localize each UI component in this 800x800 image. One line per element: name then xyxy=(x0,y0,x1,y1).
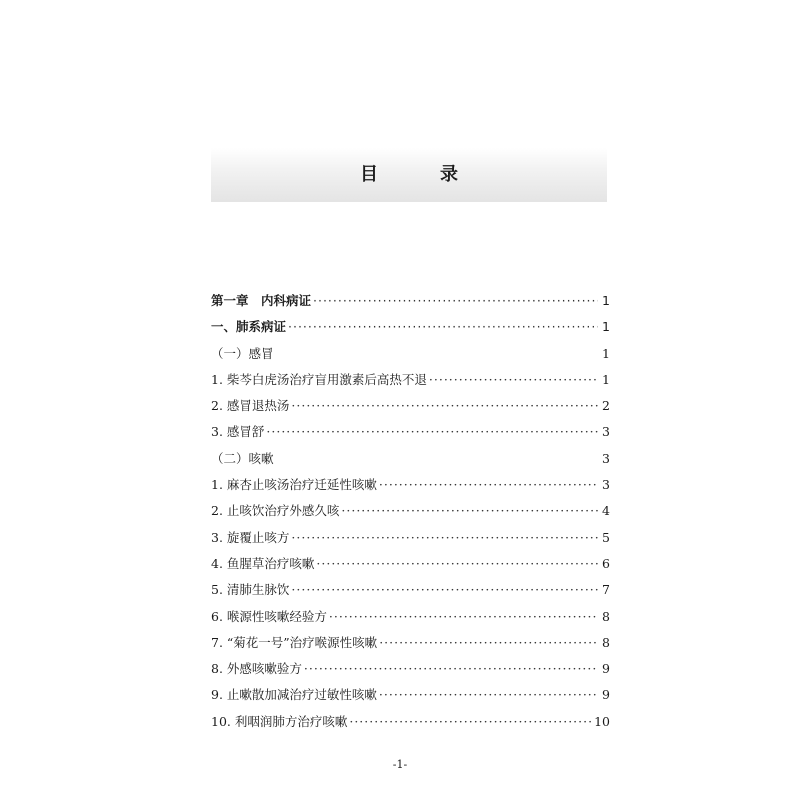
table-of-contents xyxy=(211,291,610,738)
toc-leader-dots xyxy=(349,714,592,729)
toc-entry[interactable] xyxy=(211,528,610,554)
toc-entry-label: 1. 麻杏止咳汤治疗迁延性咳嗽 xyxy=(211,477,377,493)
toc-entry[interactable] xyxy=(211,475,610,501)
toc-leader-dots xyxy=(313,293,598,308)
toc-entry[interactable] xyxy=(211,712,610,738)
toc-entry[interactable] xyxy=(211,554,610,580)
toc-entry-page: 3 xyxy=(602,424,610,440)
toc-leader-dots xyxy=(379,477,598,492)
toc-entry[interactable] xyxy=(211,659,610,685)
toc-leader-dots xyxy=(429,372,598,387)
toc-entry[interactable] xyxy=(211,607,610,633)
toc-entry-label: 3. 旋覆止咳方 xyxy=(211,529,290,545)
toc-entry-label: 10. 利咽润肺方治疗咳嗽 xyxy=(211,713,348,729)
toc-leader-dots xyxy=(291,582,598,597)
toc-leader-dots xyxy=(304,661,598,676)
toc-leader-dots xyxy=(379,687,598,702)
toc-entry-page: 3 xyxy=(602,477,610,493)
toc-entry-label: 8. 外感咳嗽验方 xyxy=(211,661,302,677)
title-band xyxy=(211,148,607,202)
toc-entry-label: 9. 止嗽散加减治疗过敏性咳嗽 xyxy=(211,687,377,703)
toc-entry-label: 7. “菊花一号”治疗喉源性咳嗽 xyxy=(211,634,378,650)
toc-entry-page: 10 xyxy=(594,713,610,729)
toc-entry[interactable] xyxy=(211,291,610,317)
toc-leader-dots xyxy=(341,503,598,518)
toc-entry-page: 8 xyxy=(602,608,610,624)
toc-entry-page: 6 xyxy=(602,555,610,571)
toc-entry-page: 7 xyxy=(602,582,610,598)
toc-entry[interactable] xyxy=(211,370,610,396)
toc-entry-page: 1 xyxy=(602,345,610,361)
toc-entry-page: 9 xyxy=(602,687,610,703)
toc-entry-label: 第一章 内科病证 xyxy=(211,293,312,308)
toc-entry[interactable] xyxy=(211,580,610,606)
toc-entry[interactable] xyxy=(211,501,610,527)
toc-entry-page: 2 xyxy=(602,398,610,414)
toc-entry[interactable] xyxy=(211,633,610,659)
toc-entry[interactable] xyxy=(211,685,610,711)
page-number: -1- xyxy=(392,758,408,771)
toc-entry-page: 1 xyxy=(602,293,610,308)
toc-entry[interactable] xyxy=(211,317,610,343)
toc-entry-page: 9 xyxy=(602,661,610,677)
toc-entry-label: 6. 喉源性咳嗽经验方 xyxy=(211,608,327,624)
toc-entry-label: 2. 感冒退热汤 xyxy=(211,398,290,414)
toc-entry-label: 3. 感冒舒 xyxy=(211,424,265,440)
toc-leader-dots xyxy=(266,424,598,439)
toc-entry-page: 8 xyxy=(602,634,610,650)
toc-leader-dots xyxy=(316,556,598,571)
toc-entry[interactable] xyxy=(211,422,610,448)
toc-entry-label: 4. 鱼腥草治疗咳嗽 xyxy=(211,555,315,571)
toc-leader-dots xyxy=(379,635,598,650)
toc-leader-dots xyxy=(291,530,598,545)
toc-entry-page: 1 xyxy=(602,371,610,387)
toc-entry[interactable] xyxy=(211,396,610,422)
toc-entry-page: 1 xyxy=(602,319,610,335)
toc-entry-label: 一、肺系病证 xyxy=(211,319,287,335)
toc-leader-dots xyxy=(291,398,598,413)
toc-entry-label: 2. 止咳饮治疗外感久咳 xyxy=(211,503,340,519)
toc-entry-page: 4 xyxy=(602,503,610,519)
toc-entry-label: 1. 柴芩白虎汤治疗盲用激素后高热不退 xyxy=(211,371,427,387)
toc-leader-dots xyxy=(288,319,598,334)
page-title: 目 录 xyxy=(360,164,480,185)
toc-entry-label: （二）咳嗽 xyxy=(211,450,274,466)
toc-entry-page: 3 xyxy=(602,450,610,466)
toc-entry-label: 5. 清肺生脉饮 xyxy=(211,582,290,598)
toc-entry-label: （一）感冒 xyxy=(211,345,274,361)
toc-entry-page: 5 xyxy=(602,529,610,545)
toc-leader-dots xyxy=(329,609,598,624)
toc-entry[interactable] xyxy=(211,449,610,475)
toc-entry[interactable] xyxy=(211,344,610,370)
